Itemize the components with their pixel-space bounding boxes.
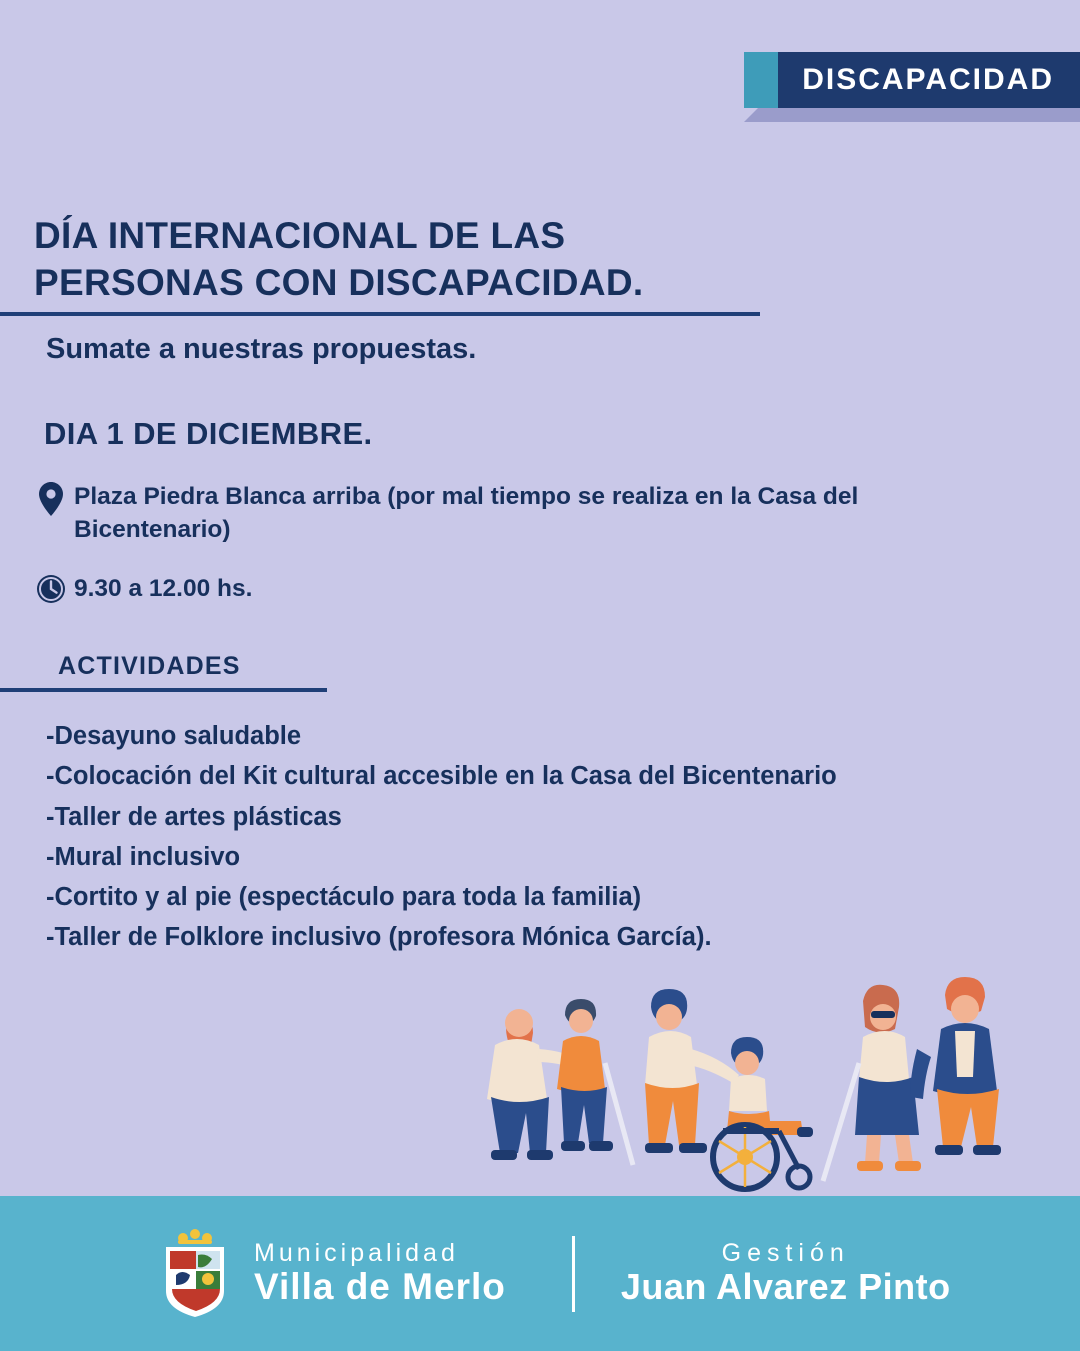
page-title	[34, 212, 934, 307]
list-item: -Taller de Folklore inclusivo (profesora Mónica García).	[46, 923, 712, 952]
municipality-block	[158, 1229, 506, 1319]
activities-title: ACTIVIDADES	[58, 652, 241, 680]
banner-label: DISCAPACIDAD	[778, 52, 1080, 108]
time-text: 9.30 a 12.00 hs.	[74, 575, 253, 602]
figure-man-navy	[911, 977, 1001, 1155]
list-item: -Colocación del Kit cultural accesible en la Casa del Bicentenario	[46, 762, 837, 791]
time-row	[34, 572, 634, 605]
gestion-label: Gestión	[721, 1239, 850, 1268]
title-divider	[0, 312, 760, 316]
footer-divider	[572, 1236, 575, 1312]
list-item: -Cortito y al pie (espectáculo para toda la familia)	[46, 883, 642, 912]
activities-divider	[0, 688, 327, 692]
footer-bar	[0, 1196, 1080, 1351]
location-text: Plaza Piedra Blanca arriba (por mal tiempo se realiza en la Casa del Bicentenario)	[74, 483, 859, 544]
page-title-line-2: PERSONAS CON DISCAPACIDAD.	[34, 262, 644, 304]
date-heading: DIA 1 DE DICIEMBRE.	[44, 416, 373, 451]
banner-accent-bar	[744, 52, 778, 108]
inclusive-people-illustration	[455, 945, 1080, 1205]
municipality-text	[254, 1240, 506, 1307]
page-title-line-1: DÍA INTERNACIONAL DE LAS	[34, 215, 566, 256]
figure-wheelchair-user	[713, 1037, 813, 1189]
gestion-name: Juan Alvarez Pinto	[620, 1266, 951, 1308]
discapacidad-banner	[744, 52, 1080, 108]
figure-woman-blind	[823, 985, 921, 1181]
location-row	[34, 480, 984, 546]
ribbon-shadow	[744, 108, 1080, 122]
municipality-name: Villa de Merlo	[254, 1266, 506, 1308]
activities-list	[46, 716, 1046, 958]
subheadline: Sumate a nuestras propuestas.	[46, 333, 477, 365]
municipality-small-label: Municipalidad	[254, 1239, 459, 1268]
figure-woman-orange	[557, 999, 633, 1165]
list-item: -Taller de artes plásticas	[46, 802, 342, 831]
list-item: -Mural inclusivo	[46, 842, 241, 871]
map-pin-icon	[34, 480, 68, 516]
coat-of-arms-icon	[158, 1229, 232, 1319]
gestion-block	[621, 1239, 951, 1307]
clock-icon	[34, 572, 68, 604]
list-item: -Desayuno saludable	[46, 722, 302, 750]
